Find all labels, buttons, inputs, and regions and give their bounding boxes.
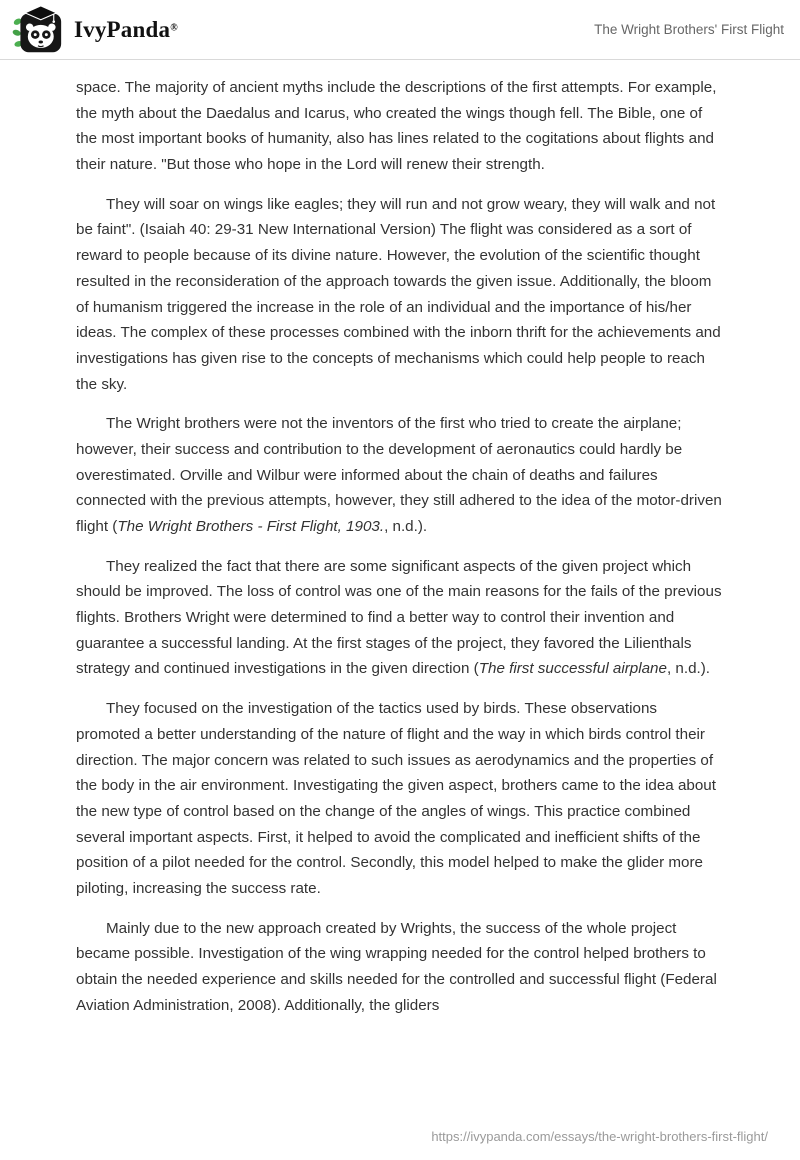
registered-trademark-mark: ® bbox=[170, 22, 178, 34]
paragraph bbox=[76, 192, 724, 398]
document-title: The Wright Brothers' First Flight bbox=[594, 22, 784, 37]
paragraph-text: Mainly due to the new approach created by Wrights, the success of the whole project became possible. Investigation of the wing wrapping needed for the control helped brothers to obtain the needed experience and skills needed for the controlled and successful flight (Federal Aviation Administration, 2008). Additionally, the gliders bbox=[76, 919, 717, 1014]
paragraph bbox=[76, 554, 724, 682]
paragraph-text: They will soar on wings like eagles; they will run and not grow weary, they will walk and not be faint". (Isaiah 40: 29-31 New International Version) The flight was considered as a sort of reward to people because of its divine nature. However, the evolution of the scientific thought resulted in the reconsideration of the approach towards the given issue. Additionally, the bloom of humanism triggered the increase in the role of an individual and the importance of his/her ideas. The complex of these processes combined with the inborn thrift for the achievements and investigations has given rise to the concepts of mechanisms which could help people to reach the sky. bbox=[76, 195, 721, 393]
paragraph bbox=[76, 916, 724, 1019]
paragraph-text: They focused on the investigation of the tactics used by birds. These observations promoted a better understanding of the nature of flight and the way in which birds control their direction. The major concern was related to such issues as aerodynamics and the properties of the body in the air environment. Investigating the given aspect, brothers came to the idea about the new type of control based on the change of the angles of wings. This practice combined several important aspects. First, it helped to avoid the complicated and inefficient shifts of the position of a pilot needed for the control. Secondly, this model helped to make the glider more piloting, increasing the success rate. bbox=[76, 700, 716, 897]
ivypanda-logo-icon bbox=[12, 5, 64, 55]
citation-title-italic: The Wright Brothers - First Flight, 1903. bbox=[117, 518, 385, 535]
citation-title-italic: The first successful airplane bbox=[478, 660, 667, 678]
paragraph-text: , n.d.). bbox=[666, 660, 711, 678]
source-url[interactable]: https://ivypanda.com/essays/the-wright-brothers-first-flight/ bbox=[431, 1129, 768, 1144]
paragraph bbox=[76, 75, 724, 178]
brand-name bbox=[74, 17, 178, 43]
paragraph-text: The Wright brothers were not the inventors of the first who tried to create the airplane; however, their success and contribution to the development of aeronautics could hardly be overestimated. Orville and Wilbur were informed about the chain of deaths and failures connected with the previous attempts, however, they still adhered to the idea of the motor-driven flight ( bbox=[76, 415, 722, 535]
brand bbox=[12, 5, 178, 55]
paragraph-text: space. The majority of ancient myths include the descriptions of the first attempts. For example, the myth about the Daedalus and Icarus, who created the wings though fell. The Bible, one of the most important books of humanity, also has lines related to the cogitations about flights and their nature. "But those who hope in the Lord will renew their strength. bbox=[76, 79, 717, 174]
paragraph-text: They realized the fact that there are some significant aspects of the given project which should be improved. The loss of control was one of the main reasons for the fails of the previous flights. Brothers Wright were determined to find a better way to control their invention and guarantee a successful landing. At the first stages of the project, they favored the Lilienthals strategy and continued investigations in the given direction ( bbox=[76, 557, 722, 678]
brand-name-text: IvyPanda bbox=[74, 16, 171, 42]
paragraph bbox=[76, 696, 724, 902]
paragraph-text: , n.d.). bbox=[384, 518, 428, 535]
paragraph bbox=[76, 411, 724, 539]
document-body bbox=[0, 60, 800, 1018]
page-header bbox=[0, 0, 800, 60]
